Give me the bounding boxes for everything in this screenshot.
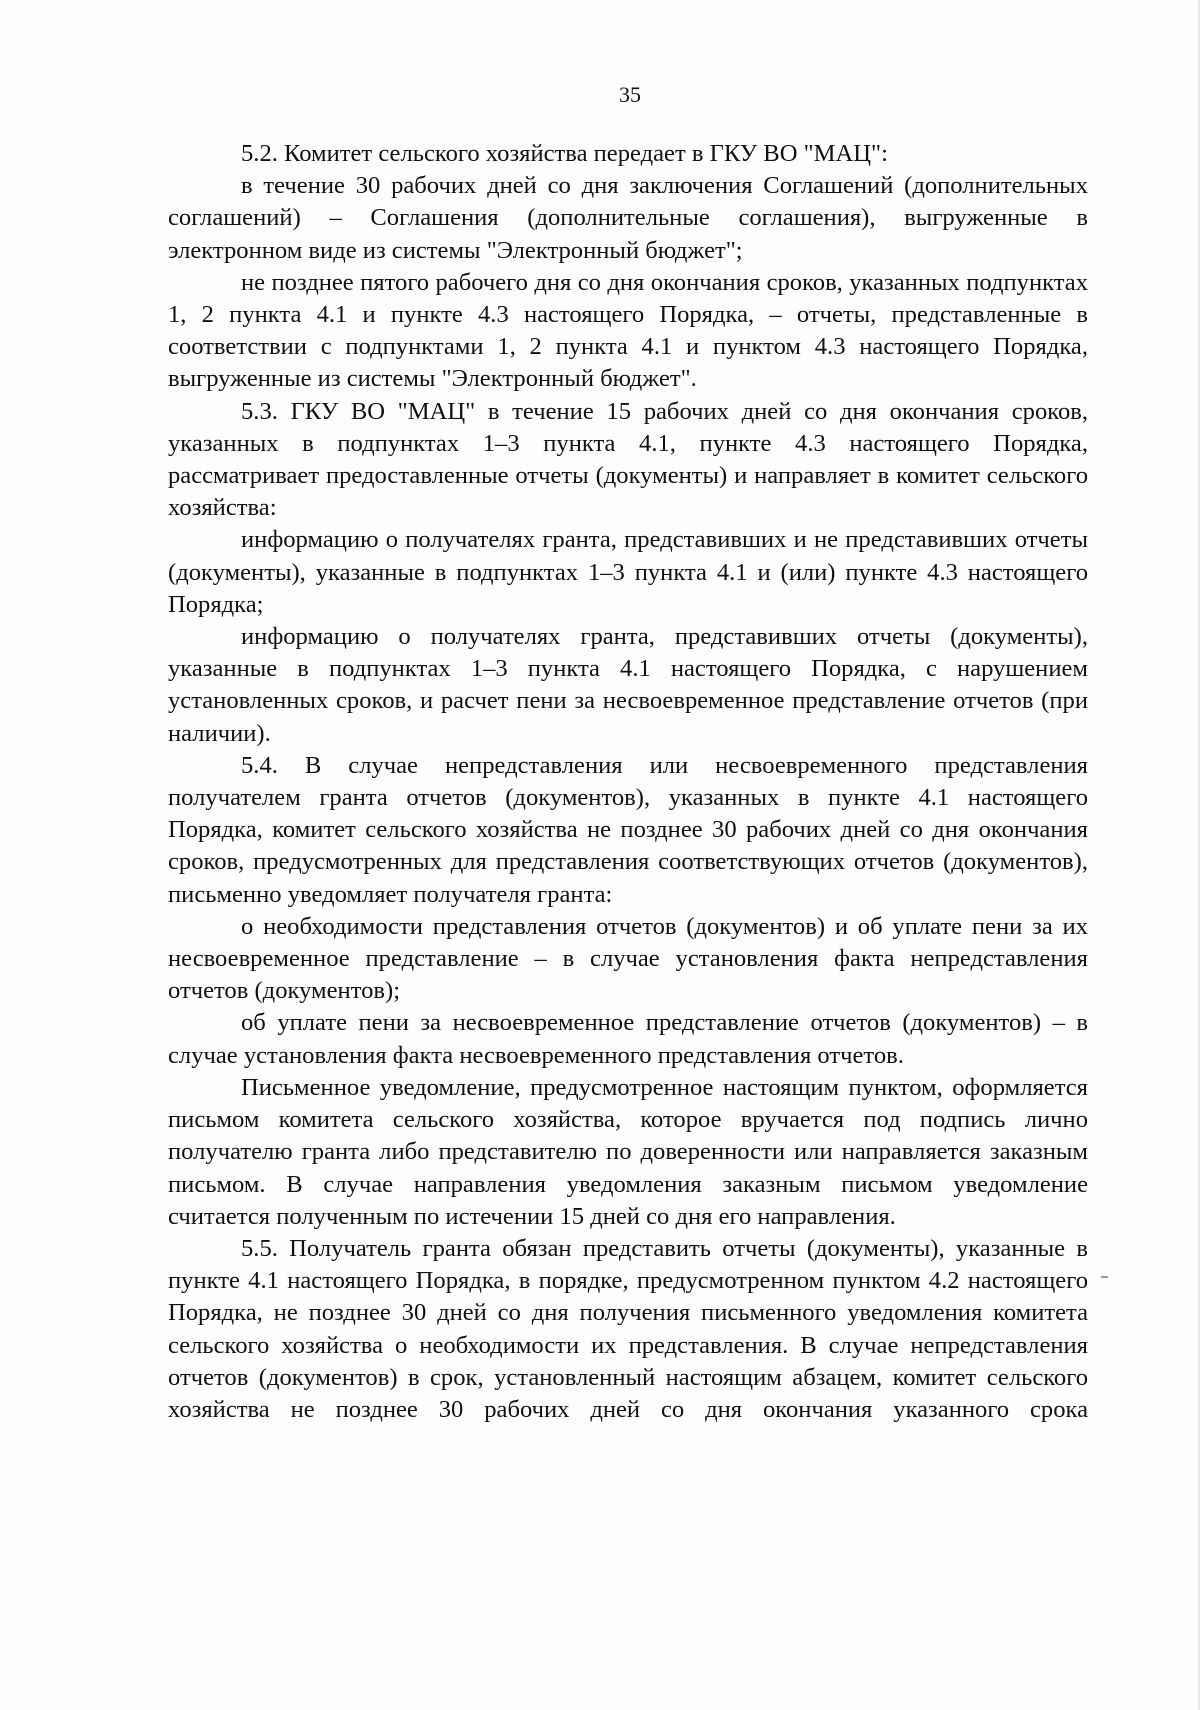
paragraph-5-4: 5.4. В случае непредставления или несвоевременного представления получателем гранта отчетов (документов), указанных в пункте 4.1 настоящего Порядка, комитет сельского хозяйства не позднее 30 рабочих дней со дня окончания сроков, предусмотренных для представления соответствующих отчетов (документов), письменно уведомляет получателя гранта: xyxy=(168,751,1088,908)
paragraph-5-4-item-2: об уплате пени за несвоевременное представление отчетов (документов) – в случае установления факта несвоевременного представления отчетов. xyxy=(168,1009,1088,1069)
paragraph-5-4-item-1: о необходимости представления отчетов (документов) и об уплате пени за их несвоевременное представление – в случае установления факта непредставления отчетов (документов); xyxy=(168,912,1088,1005)
paragraph-5-2: 5.2. Комитет сельского хозяйства передает в ГКУ ВО "МАЦ": xyxy=(241,140,888,167)
paragraph-5-2-item-2: не позднее пятого рабочего дня со дня окончания сроков, указанных подпунктах 1, 2 пункта 4.1 и пункте 4.3 настоящего Порядка, – отчеты, представленные в соответствии с подпунктами 1, 2 пункта 4.1 и пунктом 4.3 настоящего Порядка, выгруженные из системы "Электронный бюджет". xyxy=(168,268,1088,393)
paragraph-5-3-item-2: информацию о получателях гранта, представивших отчеты (документы), указанные в подпунктах 1–3 пункта 4.1 настоящего Порядка, с нарушением установленных сроков, и расчет пени за несвоевременное представление отчетов (при наличии). xyxy=(168,623,1088,747)
document-body xyxy=(168,138,1088,1426)
scan-artifact xyxy=(1101,1276,1108,1278)
paragraph-5-5: 5.5. Получатель гранта обязан представить отчеты (документы), указанные в пункте 4.1 настоящего Порядка, в порядке, предусмотренном пунктом 4.2 настоящего Порядка, не позднее 30 дней со дня получения письменного уведомления комитета сельского хозяйства о необходимости их представления. В случае непредставления отчетов (документов) в срок, установленный настоящим абзацем, комитет сельского хозяйства не позднее 30 рабочих дней со дня окончания указанного срока xyxy=(168,1234,1088,1423)
paragraph-5-4-notice: Письменное уведомление, предусмотренное настоящим пунктом, оформляется письмом комитета сельского хозяйства, которое вручается под подпись лично получателю гранта либо представителю по доверенности или направляется заказным письмом. В случае направления уведомления заказным письмом уведомление считается полученным по истечении 15 дней со дня его направления. xyxy=(168,1073,1088,1230)
page-number: 35 xyxy=(619,82,641,107)
paragraph-5-3: 5.3. ГКУ ВО "МАЦ" в течение 15 рабочих дней со дня окончания сроков, указанных в подпунктах 1–3 пункта 4.1, пункте 4.3 настоящего Порядка, рассматривает предоставленные отчеты (документы) и направляет в комитет сельского хозяйства: xyxy=(168,397,1088,522)
paragraph-5-2-item-1: в течение 30 рабочих дней со дня заключения Соглашений (дополнительных соглашений) – Соглашения (дополнительные соглашения), выгруженные в электронном виде из системы "Электронный бюджет"; xyxy=(168,172,1088,264)
paragraph-5-3-item-1: информацию о получателях гранта, представивших и не представивших отчеты (документы), указанные в подпунктах 1–3 пункта 4.1 и (или) пункте 4.3 настоящего Порядка; xyxy=(168,526,1088,618)
